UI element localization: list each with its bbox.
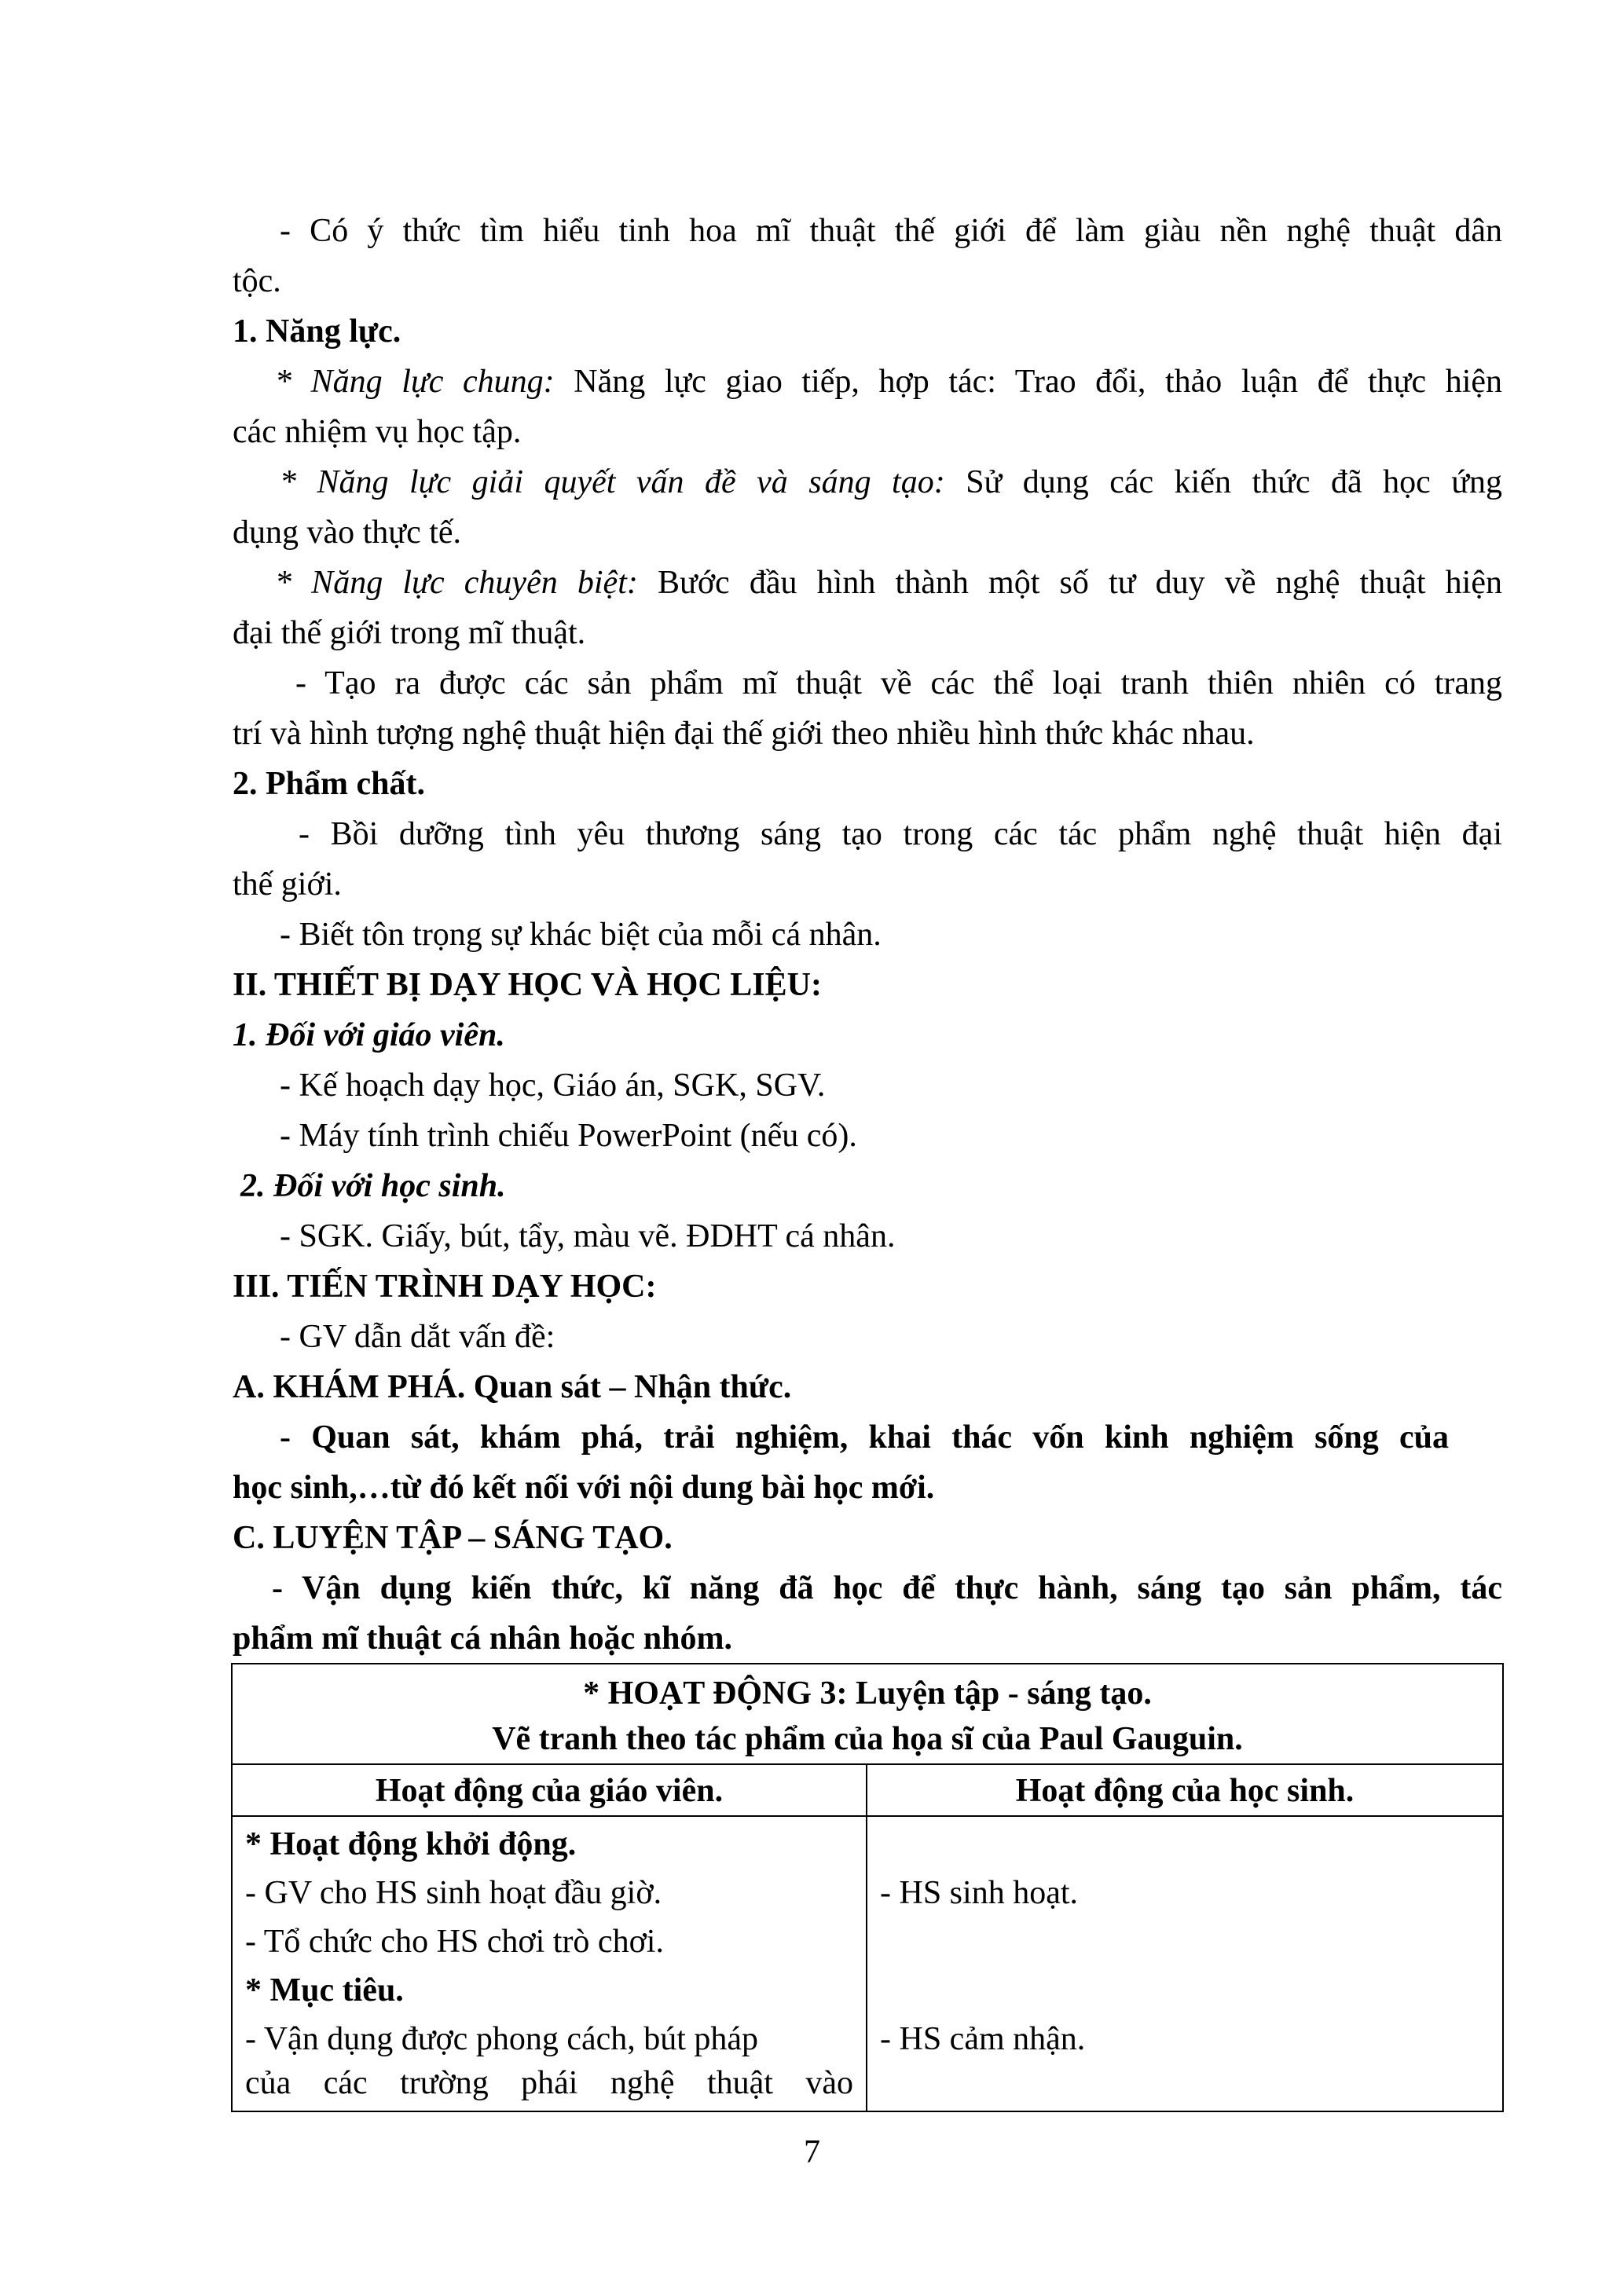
table-subtitle: Vẽ tranh theo tác phẩm của họa sĩ của Paul Gauguin. [492,1721,1243,1757]
table-cell-teacher: của các trường phái nghệ thuật vào [245,2065,853,2101]
paragraph-line: đại thế giới trong mĩ thuật. [233,615,586,651]
text: Bước đầu hình thành một số tư duy về nghệ thuật hiện [637,565,1502,601]
column-header-teacher: Hoạt động của giáo viên. [375,1773,724,1809]
table-cell-teacher: * Hoạt động khởi động. [245,1826,577,1862]
text: Sử dụng các kiến thức đã học ứng [944,464,1502,500]
table-divider [233,1815,1502,1817]
label-giai-quyet-van-de: * Năng lực giải quyết vấn đề và sáng tạo: [280,464,945,500]
label-nang-luc-chung: * Năng lực chung: [275,364,555,400]
table-title: * HOẠT ĐỘNG 3: Luyện tập - sáng tạo. [583,1675,1152,1712]
paragraph-line: - Tạo ra được các sản phẩm mĩ thuật về các thể loại tranh thiên nhiên có trang [295,665,1502,701]
paragraph-line: phẩm mĩ thuật cá nhân hoặc nhóm. [233,1620,732,1657]
paragraph-line: - SGK. Giấy, bút, tẩy, màu vẽ. ĐDHT cá nhân. [280,1218,896,1254]
paragraph-line [275,357,1502,407]
paragraph-line: trí và hình tượng nghệ thuật hiện đại thế giới theo nhiều hình thức khác nhau. [233,716,1255,752]
subsection-heading: 2. Đối với học sinh. [240,1168,506,1204]
table-cell-teacher: - Vận dụng được phong cách, bút pháp [245,2021,759,2057]
activity-table [231,1663,1504,2112]
table-cell-student: - HS cảm nhận. [880,2021,1086,2057]
paragraph-line: - Bồi dưỡng tình yêu thương sáng tạo trong các tác phẩm nghệ thuật hiện đại [299,816,1502,852]
paragraph-line: - Kế hoạch dạy học, Giáo án, SGK, SGV. [280,1067,826,1104]
table-cell-teacher: - Tổ chức cho HS chơi trò chơi. [245,1924,664,1960]
label-chuyen-biet: * Năng lực chuyên biệt: [275,565,638,601]
table-cell-student: - HS sinh hoạt. [880,1875,1078,1911]
paragraph-line [280,457,1502,507]
table-cell-teacher: - GV cho HS sinh hoạt đầu giờ. [245,1875,662,1911]
section-heading: 1. Năng lực. [233,313,401,350]
paragraph-line: - GV dẫn dắt vấn đề: [280,1319,555,1355]
text: Năng lực giao tiếp, hợp tác: Trao đổi, thảo luận để thực hiện [554,364,1502,400]
section-heading: C. LUYỆN TẬP – SÁNG TẠO. [233,1520,673,1556]
paragraph-line: - Máy tính trình chiếu PowerPoint (nếu có). [280,1118,857,1154]
paragraph-line: - Vận dụng kiến thức, kĩ năng đã học để thực hành, sáng tạo sản phẩm, tác [272,1570,1502,1606]
section-heading: III. TIẾN TRÌNH DẠY HỌC: [233,1269,657,1305]
paragraph-line: các nhiệm vụ học tập. [233,414,522,450]
paragraph-line: - Quan sát, khám phá, trải nghiệm, khai thác vốn kinh nghiệm sống của [280,1419,1449,1456]
paragraph-line: - Biết tôn trọng sự khác biệt của mỗi cá nhân. [280,917,882,953]
column-divider [866,1763,867,2111]
section-heading: A. KHÁM PHÁ. Quan sát – Nhận thức. [233,1369,792,1405]
column-header-student: Hoạt động của học sinh. [1015,1773,1355,1809]
section-heading: II. THIẾT BỊ DẠY HỌC VÀ HỌC LIỆU: [233,967,822,1003]
table-cell-teacher: * Mục tiêu. [245,1972,404,2009]
paragraph-line: tộc. [233,263,281,299]
paragraph-line: - Có ý thức tìm hiểu tinh hoa mĩ thuật thế giới để làm giàu nền nghệ thuật dân [280,213,1502,249]
paragraph-line: học sinh,…từ đó kết nối với nội dung bài học mới. [233,1470,935,1506]
paragraph-line: dụng vào thực tế. [233,514,462,551]
page-number: 7 [804,2134,820,2170]
paragraph-line: thế giới. [233,866,342,903]
section-heading: 2. Phẩm chất. [233,766,425,802]
table-divider [233,1763,1502,1765]
paragraph-line [275,558,1502,608]
subsection-heading: 1. Đối với giáo viên. [233,1017,505,1053]
